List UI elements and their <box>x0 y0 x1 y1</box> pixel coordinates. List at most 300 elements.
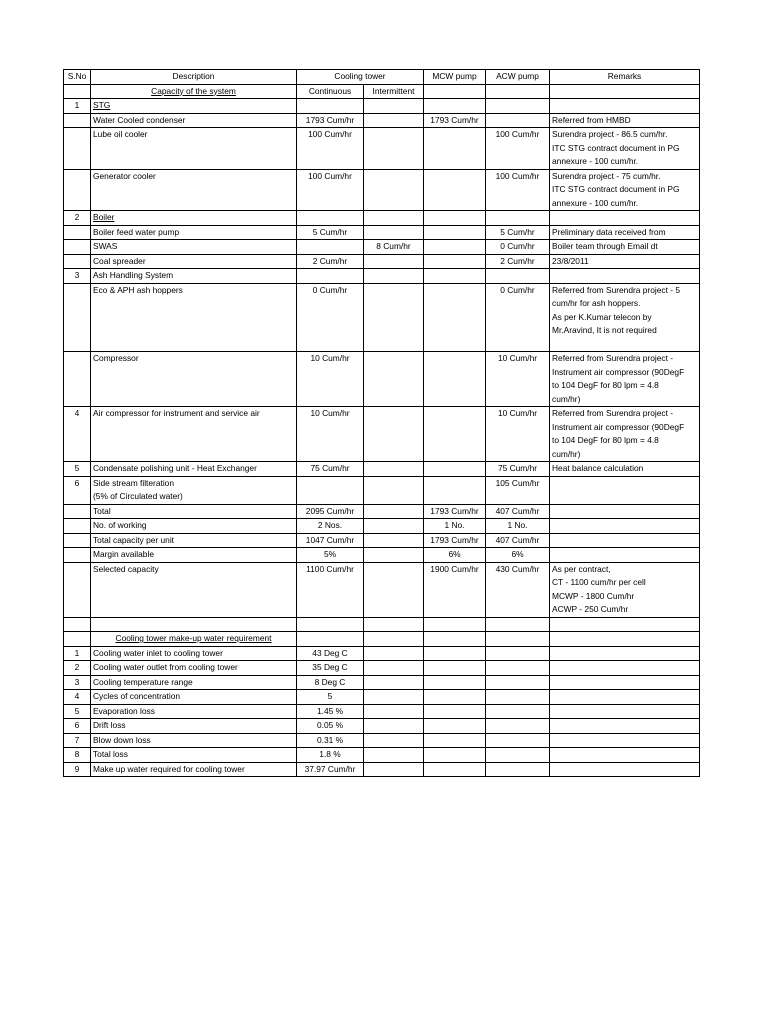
table-row <box>64 675 700 690</box>
intermittent-cell <box>364 269 424 284</box>
description-cell-line: Lube oil cooler <box>93 129 148 139</box>
continuous-cell <box>297 476 364 504</box>
remarks-cell <box>550 617 700 632</box>
sno-cell <box>64 169 91 211</box>
mcw-cell: 1900 Cum/hr <box>424 562 486 617</box>
table-row <box>64 476 700 504</box>
empty-cell <box>550 748 700 763</box>
header-intermittent: Intermittent <box>364 84 424 99</box>
mcw-cell <box>424 617 486 632</box>
continuous-cell <box>297 211 364 226</box>
continuous-cell: 10 Cum/hr <box>297 352 364 407</box>
remarks-cell-line: ITC STG contract document in PG <box>552 184 680 194</box>
makeup-section-title: Cooling tower make-up water requirement <box>91 632 297 647</box>
sno-cell <box>64 128 91 170</box>
description-cell <box>91 99 297 114</box>
table-row <box>64 269 700 284</box>
value-cell: 1.8 % <box>297 748 364 763</box>
mcw-cell: 1 No. <box>424 519 486 534</box>
remarks-cell <box>550 519 700 534</box>
empty-cell <box>486 748 550 763</box>
intermittent-cell <box>364 113 424 128</box>
value-cell: 35 Deg C <box>297 661 364 676</box>
value-cell: 0.31 % <box>297 733 364 748</box>
description-cell <box>91 169 297 211</box>
empty-cell <box>364 661 424 676</box>
remarks-cell <box>550 476 700 504</box>
remarks-cell <box>550 99 700 114</box>
value-cell: 1.45 % <box>297 704 364 719</box>
empty-cell <box>550 632 700 647</box>
remarks-cell <box>550 225 700 240</box>
empty-cell <box>550 675 700 690</box>
mcw-cell <box>424 169 486 211</box>
remarks-cell <box>550 128 700 170</box>
remarks-cell-line: cum/hr for ash hoppers. <box>552 298 641 308</box>
header-sno: S.No <box>64 70 91 85</box>
remarks-cell <box>550 283 700 352</box>
continuous-cell: 100 Cum/hr <box>297 169 364 211</box>
table-row <box>64 719 700 734</box>
value-cell: 43 Deg C <box>297 646 364 661</box>
description-cell: Cooling temperature range <box>91 675 297 690</box>
continuous-cell: 2095 Cum/hr <box>297 504 364 519</box>
description-cell-line: Boiler feed water pump <box>93 226 180 237</box>
remarks-cell-line: Surendra project - 75 cum/hr. <box>552 170 661 181</box>
mcw-cell <box>424 269 486 284</box>
remarks-cell-line: Referred from HMBD <box>552 114 631 125</box>
remarks-cell-line: to 104 DegF for 80 lpm = 4.8 <box>552 435 659 445</box>
acw-cell: 75 Cum/hr <box>486 462 550 477</box>
description-cell-line: Air compressor for instrument and service air <box>93 408 260 418</box>
continuous-cell: 0 Cum/hr <box>297 283 364 352</box>
sno-cell <box>64 352 91 407</box>
empty-cell <box>486 704 550 719</box>
table-row <box>64 762 700 777</box>
intermittent-cell <box>364 128 424 170</box>
remarks-cell-line <box>552 338 697 352</box>
mcw-cell <box>424 128 486 170</box>
header-continuous: Continuous <box>297 84 364 99</box>
empty-cell <box>424 704 486 719</box>
description-cell: Make up water required for cooling tower <box>91 762 297 777</box>
description-cell <box>91 211 297 226</box>
sno-cell <box>64 113 91 128</box>
empty-cell <box>486 646 550 661</box>
description-cell <box>91 240 297 255</box>
acw-cell: 430 Cum/hr <box>486 562 550 617</box>
remarks-cell-line: Preliminary data received from <box>552 226 666 237</box>
description-cell-line: SWAS <box>93 241 118 251</box>
description-cell <box>91 504 297 519</box>
empty-cell <box>424 762 486 777</box>
acw-cell: 10 Cum/hr <box>486 352 550 407</box>
sno-cell <box>64 240 91 255</box>
description-cell-line: Water Cooled condenser <box>93 114 186 125</box>
remarks-cell-line: annexure - 100 cum/hr. <box>552 197 639 208</box>
continuous-cell <box>297 269 364 284</box>
remarks-cell-line: Instrument air compressor (90DegF <box>552 366 685 377</box>
empty-cell <box>364 690 424 705</box>
sno-cell <box>64 519 91 534</box>
continuous-cell: 10 Cum/hr <box>297 407 364 462</box>
sno-cell: 5 <box>64 704 91 719</box>
acw-cell <box>486 617 550 632</box>
sno-cell <box>64 283 91 352</box>
empty-cell <box>424 748 486 763</box>
empty-cell <box>550 84 700 99</box>
remarks-cell <box>550 533 700 548</box>
intermittent-cell <box>364 407 424 462</box>
remarks-cell-line: As per contract, <box>552 563 611 574</box>
empty-cell <box>424 632 486 647</box>
remarks-cell <box>550 548 700 563</box>
empty-cell <box>550 762 700 777</box>
description-cell <box>91 519 297 534</box>
acw-cell: 0 Cum/hr <box>486 283 550 352</box>
description-cell-line: (5% of Circulated water) <box>93 491 183 501</box>
sno-cell <box>64 504 91 519</box>
description-cell-line: Coal spreader <box>93 255 146 266</box>
empty-cell <box>486 762 550 777</box>
sno-cell <box>64 533 91 548</box>
remarks-cell-line: ACWP - 250 Cum/hr <box>552 604 629 614</box>
header-remarks: Remarks <box>550 70 700 85</box>
header-cooling-tower: Cooling tower <box>297 70 424 85</box>
intermittent-cell <box>364 548 424 563</box>
empty-cell <box>424 719 486 734</box>
sno-cell: 3 <box>64 269 91 284</box>
acw-cell: 100 Cum/hr <box>486 169 550 211</box>
intermittent-cell <box>364 225 424 240</box>
description-cell-line: Boiler <box>93 212 115 222</box>
empty-cell <box>550 690 700 705</box>
description-cell <box>91 352 297 407</box>
empty-cell <box>424 84 486 99</box>
table-body <box>64 70 700 777</box>
description-cell-line: No. of working <box>93 520 147 530</box>
remarks-cell-line: As per K.Kumar telecon by <box>552 311 652 322</box>
mcw-cell: 6% <box>424 548 486 563</box>
continuous-cell: 5% <box>297 548 364 563</box>
description-cell-line: Eco & APH ash hoppers <box>93 284 183 295</box>
description-cell-line: Compressor <box>93 353 139 363</box>
acw-cell: 1 No. <box>486 519 550 534</box>
remarks-cell-line: cum/hr) <box>552 448 581 459</box>
empty-cell <box>364 675 424 690</box>
acw-cell: 407 Cum/hr <box>486 533 550 548</box>
sno-cell <box>64 254 91 269</box>
continuous-cell <box>297 240 364 255</box>
empty-cell <box>486 632 550 647</box>
description-cell-line: Total capacity per unit <box>93 534 175 545</box>
empty-cell <box>424 690 486 705</box>
mcw-cell <box>424 240 486 255</box>
remarks-cell-line: annexure - 100 cum/hr. <box>552 156 639 166</box>
sno-cell: 3 <box>64 675 91 690</box>
description-cell-line: Total <box>93 505 111 516</box>
table-row <box>64 690 700 705</box>
continuous-cell: 1100 Cum/hr <box>297 562 364 617</box>
intermittent-cell <box>364 462 424 477</box>
table-row <box>64 254 700 269</box>
description-cell-line: Generator cooler <box>93 170 156 181</box>
sno-cell: 1 <box>64 99 91 114</box>
mcw-cell <box>424 407 486 462</box>
empty-cell <box>550 646 700 661</box>
description-cell <box>91 533 297 548</box>
remarks-cell <box>550 462 700 477</box>
description-cell: Drift loss <box>91 719 297 734</box>
mcw-cell <box>424 462 486 477</box>
table-row <box>64 128 700 170</box>
sno-cell <box>64 225 91 240</box>
value-cell: 8 Deg C <box>297 675 364 690</box>
intermittent-cell <box>364 617 424 632</box>
empty-cell <box>424 661 486 676</box>
acw-cell: 2 Cum/hr <box>486 254 550 269</box>
table-row <box>64 407 700 462</box>
remarks-cell-line: Heat balance calculation <box>552 463 644 473</box>
empty-cell <box>297 632 364 647</box>
remarks-cell-line: ITC STG contract document in PG <box>552 142 680 153</box>
sno-cell: 8 <box>64 748 91 763</box>
mcw-cell: 1793 Cum/hr <box>424 504 486 519</box>
remarks-cell <box>550 169 700 211</box>
description-cell <box>91 269 297 284</box>
mcw-cell <box>424 99 486 114</box>
continuous-cell: 1793 Cum/hr <box>297 113 364 128</box>
table-row <box>64 462 700 477</box>
description-cell-line: Ash Handling System <box>93 270 174 280</box>
table-row <box>64 504 700 519</box>
mcw-cell <box>424 352 486 407</box>
remarks-cell-line: to 104 DegF for 80 lpm = 4.8 <box>552 380 659 390</box>
mcw-cell <box>424 283 486 352</box>
table-row <box>64 661 700 676</box>
remarks-cell <box>550 211 700 226</box>
table-row <box>64 617 700 632</box>
header-description: Description <box>91 70 297 85</box>
intermittent-cell <box>364 504 424 519</box>
capacity-table <box>63 69 700 777</box>
mcw-cell <box>424 211 486 226</box>
remarks-cell-line: Surendra project - 86.5 cum/hr. <box>552 129 668 139</box>
empty-cell <box>364 748 424 763</box>
table-row <box>64 646 700 661</box>
table-row <box>64 352 700 407</box>
intermittent-cell <box>364 283 424 352</box>
continuous-cell: 100 Cum/hr <box>297 128 364 170</box>
empty-cell <box>424 733 486 748</box>
empty-cell <box>64 632 91 647</box>
table-row <box>64 225 700 240</box>
empty-cell <box>364 733 424 748</box>
empty-cell <box>424 675 486 690</box>
sno-cell: 6 <box>64 476 91 504</box>
description-cell: Blow down loss <box>91 733 297 748</box>
intermittent-cell <box>364 562 424 617</box>
acw-cell <box>486 113 550 128</box>
acw-cell: 6% <box>486 548 550 563</box>
remarks-cell <box>550 562 700 617</box>
acw-cell <box>486 269 550 284</box>
sno-cell <box>64 617 91 632</box>
remarks-cell-line: MCWP - 1800 Cum/hr <box>552 590 635 601</box>
empty-cell <box>486 675 550 690</box>
makeup-title-row <box>64 632 700 647</box>
acw-cell <box>486 211 550 226</box>
description-cell: Evaporation loss <box>91 704 297 719</box>
remarks-cell-line: Instrument air compressor (90DegF <box>552 421 685 432</box>
mcw-cell: 1793 Cum/hr <box>424 113 486 128</box>
description-cell <box>91 617 297 632</box>
empty-cell <box>486 661 550 676</box>
remarks-cell-line: Boiler team through Email dt <box>552 241 658 251</box>
remarks-cell <box>550 352 700 407</box>
remarks-cell <box>550 113 700 128</box>
remarks-cell-line: 23/8/2011 <box>552 255 589 266</box>
table-row <box>64 533 700 548</box>
sno-cell: 2 <box>64 661 91 676</box>
subheader-row <box>64 84 700 99</box>
description-cell <box>91 128 297 170</box>
description-cell-line: Selected capacity <box>93 563 159 574</box>
remarks-cell-line: Referred from Surendra project - <box>552 353 674 363</box>
empty-cell <box>364 646 424 661</box>
remarks-cell <box>550 254 700 269</box>
description-cell: Cycles of concentration <box>91 690 297 705</box>
description-cell <box>91 254 297 269</box>
intermittent-cell: 8 Cum/hr <box>364 240 424 255</box>
table-row <box>64 99 700 114</box>
description-cell <box>91 562 297 617</box>
remarks-cell <box>550 240 700 255</box>
remarks-cell <box>550 407 700 462</box>
empty-cell <box>364 704 424 719</box>
remarks-cell-line: Mr.Aravind, It is not required <box>552 325 657 335</box>
intermittent-cell <box>364 211 424 226</box>
description-cell <box>91 462 297 477</box>
intermittent-cell <box>364 99 424 114</box>
remarks-cell-line: Referred from Surendra project - 5 <box>552 284 681 295</box>
capacity-section-title: Capacity of the system <box>91 84 297 99</box>
mcw-cell <box>424 225 486 240</box>
mcw-cell <box>424 254 486 269</box>
empty-cell <box>550 733 700 748</box>
empty-cell <box>364 719 424 734</box>
table-row <box>64 113 700 128</box>
acw-cell: 10 Cum/hr <box>486 407 550 462</box>
description-cell-line <box>93 618 294 632</box>
header-row <box>64 70 700 85</box>
sno-cell: 4 <box>64 407 91 462</box>
sno-cell: 2 <box>64 211 91 226</box>
description-cell <box>91 283 297 352</box>
intermittent-cell <box>364 169 424 211</box>
empty-cell <box>486 719 550 734</box>
remarks-cell-line: Referred from Surendra project - <box>552 408 674 418</box>
empty-cell <box>486 733 550 748</box>
remarks-cell <box>550 504 700 519</box>
intermittent-cell <box>364 352 424 407</box>
description-cell-line: Margin available <box>93 549 154 559</box>
empty-cell <box>550 661 700 676</box>
description-cell: Cooling water inlet to cooling tower <box>91 646 297 661</box>
empty-cell <box>424 646 486 661</box>
table-row <box>64 283 700 352</box>
continuous-cell: 5 Cum/hr <box>297 225 364 240</box>
empty-cell <box>486 690 550 705</box>
empty-cell <box>364 632 424 647</box>
acw-cell: 105 Cum/hr <box>486 476 550 504</box>
table-row <box>64 211 700 226</box>
sno-cell: 9 <box>64 762 91 777</box>
header-mcw-pump: MCW pump <box>424 70 486 85</box>
description-cell-line: Condensate polishing unit - Heat Exchanger <box>93 463 257 473</box>
table-row <box>64 519 700 534</box>
description-cell <box>91 407 297 462</box>
acw-cell <box>486 99 550 114</box>
table-row <box>64 704 700 719</box>
table-row <box>64 562 700 617</box>
table-row <box>64 169 700 211</box>
continuous-cell <box>297 99 364 114</box>
mcw-cell <box>424 476 486 504</box>
table-row <box>64 733 700 748</box>
empty-cell <box>64 84 91 99</box>
sno-cell: 7 <box>64 733 91 748</box>
value-cell: 5 <box>297 690 364 705</box>
description-cell <box>91 476 297 504</box>
continuous-cell <box>297 617 364 632</box>
empty-cell <box>550 719 700 734</box>
sno-cell: 1 <box>64 646 91 661</box>
description-cell <box>91 548 297 563</box>
continuous-cell: 75 Cum/hr <box>297 462 364 477</box>
intermittent-cell <box>364 533 424 548</box>
table-row <box>64 748 700 763</box>
acw-cell: 0 Cum/hr <box>486 240 550 255</box>
sno-cell <box>64 548 91 563</box>
description-cell <box>91 113 297 128</box>
sno-cell <box>64 562 91 617</box>
table-row <box>64 548 700 563</box>
header-acw-pump: ACW pump <box>486 70 550 85</box>
empty-cell <box>364 762 424 777</box>
remarks-cell-line: cum/hr) <box>552 393 581 404</box>
empty-cell <box>550 704 700 719</box>
description-cell: Total loss <box>91 748 297 763</box>
acw-cell: 100 Cum/hr <box>486 128 550 170</box>
continuous-cell: 1047 Cum/hr <box>297 533 364 548</box>
mcw-cell: 1793 Cum/hr <box>424 533 486 548</box>
sno-cell: 6 <box>64 719 91 734</box>
sno-cell: 4 <box>64 690 91 705</box>
intermittent-cell <box>364 476 424 504</box>
description-cell <box>91 225 297 240</box>
acw-cell: 5 Cum/hr <box>486 225 550 240</box>
value-cell: 37.97 Cum/hr <box>297 762 364 777</box>
acw-cell: 407 Cum/hr <box>486 504 550 519</box>
remarks-cell <box>550 269 700 284</box>
continuous-cell: 2 Cum/hr <box>297 254 364 269</box>
empty-cell <box>486 84 550 99</box>
intermittent-cell <box>364 254 424 269</box>
intermittent-cell <box>364 519 424 534</box>
remarks-cell-line: CT - 1100 cum/hr per cell <box>552 577 646 587</box>
description-cell: Cooling water outlet from cooling tower <box>91 661 297 676</box>
